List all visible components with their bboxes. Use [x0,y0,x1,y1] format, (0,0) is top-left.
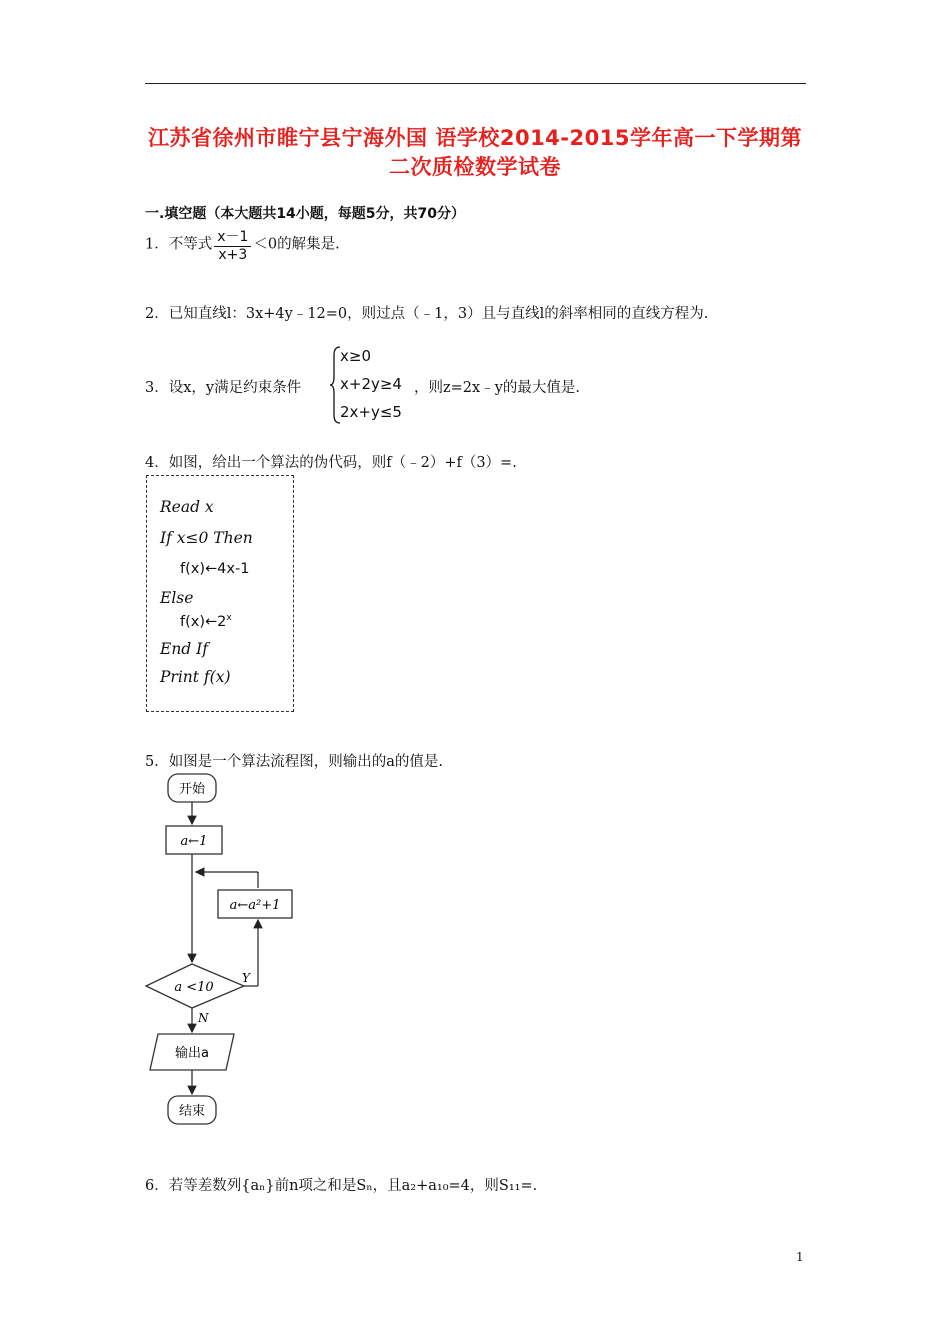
code-line-then-assign: f(x)←4x-1 [180,561,250,577]
code-line-else: Else [160,589,194,607]
flow-update-label: a←a²+1 [229,898,281,913]
question-2: 2．已知直线l：3x+4y﹣12=0，则过点（﹣1，3）且与直线l的斜率相同的直线方程为. [145,306,709,322]
flow-start-label: 开始 [178,782,206,797]
flow-output-label: 输出a [175,1046,209,1061]
flow-no-label: N [198,1011,209,1025]
question-6: 6．若等差数列{aₙ}前n项之和是Sₙ，且a₂+a₁₀=4，则S₁₁=. [145,1178,538,1194]
question-5: 5．如图是一个算法流程图，则输出的a的值是. [145,754,443,770]
q1-suffix: ＜0的解集是. [253,236,340,253]
q1-prefix: 1．不等式 [145,236,213,253]
flow-init-label: a←1 [180,834,208,849]
code-line-print: Print f(x) [160,668,231,686]
code-line-endif: End If [160,640,209,658]
flow-end-label: 结束 [178,1104,206,1119]
code-line-else-assign [180,613,232,630]
q3-suffix: ，则z=2x﹣y的最大值是. [414,380,580,396]
code-line-if: If x≤0 Then [160,529,253,547]
page-number: 1 [796,1250,804,1264]
flow-yes-label: Y [242,971,250,985]
q3-constraint-2: x+2y≥4 [340,375,402,393]
section-heading: 一.填空题（本大题共14小题，每题5分，共70分） [145,206,466,222]
q3-prefix: 3．设x，y满足约束条件 [145,380,302,396]
flowchart [140,770,310,1130]
question-1 [145,226,340,263]
q3-constraint-3: 2x+y≤5 [340,403,402,421]
q1-fraction [214,226,251,263]
code-line-read: Read x [160,498,214,516]
q1-denominator: x+3 [218,247,248,263]
title-line-2: 二次质检数学试卷 [389,155,561,179]
code-else-assign-text: f(x)←2 [180,613,227,630]
flow-condition-label: a <10 [174,980,214,995]
q3-constraint-system [330,345,420,427]
q1-numerator: x－1 [214,226,251,247]
code-exponent: x [226,613,232,623]
q3-constraint-1: x≥0 [340,347,371,365]
question-4: 4．如图，给出一个算法的伪代码，则f（﹣2）+f（3）=. [145,455,517,471]
title-line-1: 江苏省徐州市睢宁县宁海外国 语学校2014-2015学年高一下学期第 [148,126,802,150]
header-rule [145,83,806,84]
